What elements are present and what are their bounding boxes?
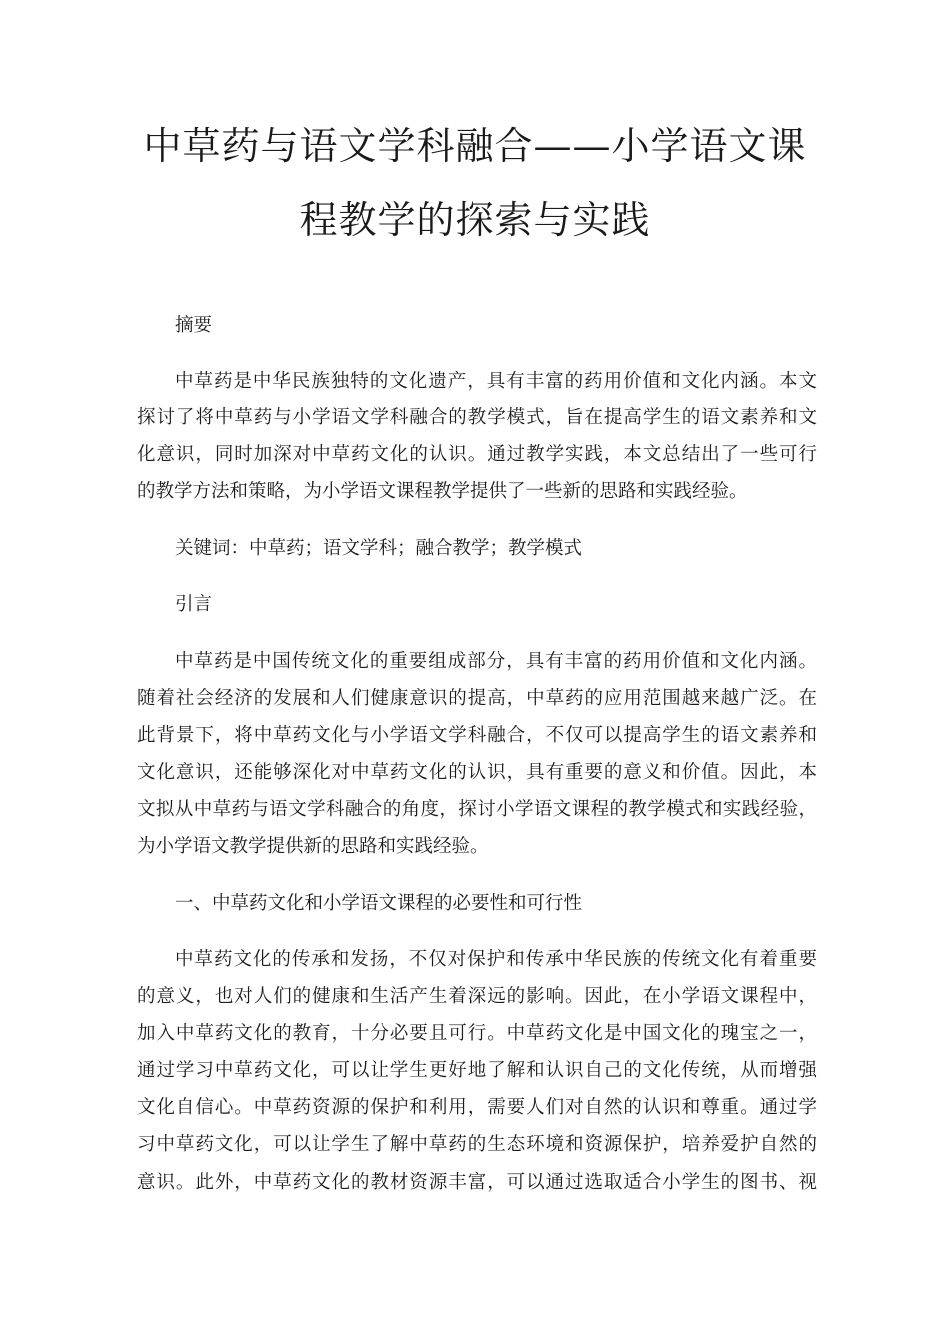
title-line-2: 程教学的探索与实践 — [299, 198, 651, 242]
section-1-line: 习中草药文化，可以让学生了解中草药的生态环境和资源保护，培养爱护自然的 — [137, 1134, 817, 1155]
abstract-line: 中草药是中华民族独特的文化遗产，具有丰富的药用价值和文化内涵。本文 — [175, 371, 817, 392]
intro-line: 文拟从中草药与语文学科融合的角度，探讨小学语文课程的教学模式和实践经验， — [137, 799, 817, 820]
abstract-line: 的教学方法和策略，为小学语文课程教学提供了一些新的思路和实践经验。 — [137, 481, 748, 502]
intro-line: 为小学语文教学提供新的思路和实践经验。 — [137, 836, 489, 857]
section-1-line: 中草药文化的传承和发扬，不仅对保护和传承中华民族的传统文化有着重要 — [175, 949, 817, 970]
section-1-line: 加入中草药文化的教育，十分必要且可行。中草药文化是中国文化的瑰宝之一， — [137, 1023, 817, 1044]
section-1-line: 文化自信心。中草药资源的保护和利用，需要人们对自然的认识和尊重。通过学 — [137, 1097, 817, 1118]
abstract-heading: 摘要 — [175, 315, 213, 336]
section-1-heading: 一、中草药文化和小学语文课程的必要性和可行性 — [175, 893, 583, 914]
intro-line: 此背景下，将中草药文化与小学语文学科融合，不仅可以提高学生的语文素养和 — [137, 725, 817, 746]
section-1-line: 意识。此外，中草药文化的教材资源丰富，可以通过选取适合小学生的图书、视 — [137, 1172, 817, 1193]
title-line-1: 中草药与语文学科融合——小学语文课 — [143, 124, 807, 168]
intro-line: 中草药是中国传统文化的重要组成部分，具有丰富的药用价值和文化内涵。 — [175, 651, 817, 672]
intro-line: 文化意识，还能够深化对中草药文化的认识，具有重要的意义和价值。因此，本 — [137, 762, 817, 783]
intro-heading: 引言 — [175, 594, 213, 615]
abstract-line: 化意识，同时加深对中草药文化的认识。通过教学实践，本文总结出了一些可行 — [137, 444, 817, 465]
intro-line: 随着社会经济的发展和人们健康意识的提高，中草药的应用范围越来越广泛。在 — [137, 688, 817, 709]
section-1-line: 的意义，也对人们的健康和生活产生着深远的影响。因此，在小学语文课程中， — [137, 986, 817, 1007]
section-1-line: 通过学习中草药文化，可以让学生更好地了解和认识自己的文化传统，从而增强 — [137, 1060, 817, 1081]
abstract-line: 探讨了将中草药与小学语文学科融合的教学模式，旨在提高学生的语文素养和文 — [137, 407, 817, 428]
keywords: 关键词：中草药；语文学科；融合教学；教学模式 — [175, 538, 583, 559]
